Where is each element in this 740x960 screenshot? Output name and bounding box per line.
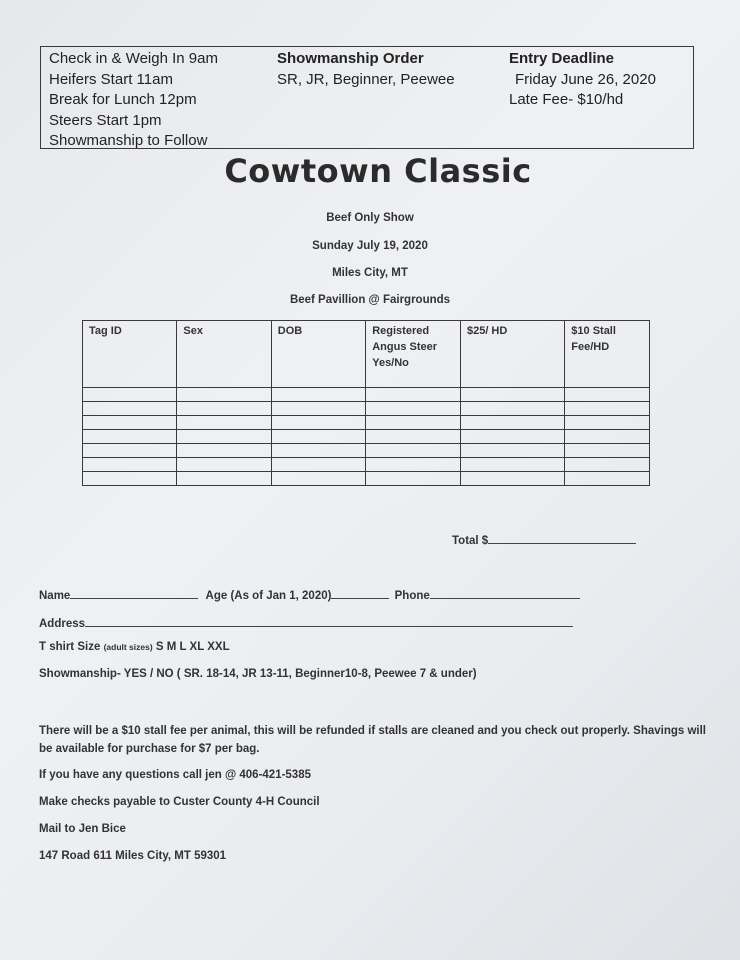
table-cell[interactable] [177, 416, 271, 430]
table-cell[interactable] [460, 416, 564, 430]
table-cell[interactable] [366, 402, 461, 416]
table-cell[interactable] [177, 472, 271, 486]
table-cell[interactable] [366, 430, 461, 444]
table-cell[interactable] [565, 444, 650, 458]
table-cell[interactable] [460, 444, 564, 458]
table-cell[interactable] [460, 402, 564, 416]
table-cell[interactable] [366, 472, 461, 486]
questions-note: If you have any questions call jen @ 406-421-5385 [39, 769, 311, 781]
header-line: Fee/HD [571, 341, 610, 353]
table-cell[interactable] [366, 444, 461, 458]
table-cell[interactable] [565, 402, 650, 416]
mail-to-note: Mail to Jen Bice [39, 823, 126, 835]
table-row [83, 430, 650, 444]
table-cell[interactable] [177, 458, 271, 472]
page-title: Cowtown Classic [224, 152, 532, 190]
table-cell[interactable] [460, 472, 564, 486]
entry-deadline [509, 49, 656, 111]
entry-table [82, 320, 650, 486]
show-type: Beef Only Show [326, 212, 414, 224]
late-fee: Late Fee- $10/hd [509, 91, 624, 108]
table-cell[interactable] [271, 444, 365, 458]
entry-deadline-date: Friday June 26, 2020 [515, 70, 656, 88]
table-cell[interactable] [565, 458, 650, 472]
total-label: Total $ [452, 535, 489, 547]
table-row [83, 444, 650, 458]
total-field [452, 531, 636, 547]
stall-fee-note: There will be a $10 stall fee per animal, this will be refunded if stalls are cleaned and you check out properly. Shavings will be available for purchase for $7 per bag. [39, 725, 706, 755]
schedule-times [49, 49, 218, 152]
header-line: Registered [372, 325, 430, 337]
table-cell[interactable] [271, 388, 365, 402]
header-line: Angus Steer [372, 341, 438, 353]
checks-note: Make checks payable to Custer County 4-H Council [39, 796, 320, 808]
name-label: Name [39, 590, 71, 602]
age-blank[interactable] [331, 586, 389, 599]
table-cell[interactable] [83, 388, 177, 402]
table-row [83, 472, 650, 486]
table-cell[interactable] [177, 430, 271, 444]
table-cell[interactable] [565, 388, 650, 402]
showmanship-order-list: SR, JR, Beginner, Peewee [277, 70, 455, 88]
table-row [83, 388, 650, 402]
schedule-item: Showmanship to Follow [49, 132, 208, 149]
header-line: Yes/No [372, 357, 409, 369]
schedule-item: Heifers Start 11am [49, 70, 173, 88]
showmanship-order [277, 49, 455, 90]
address-row [39, 614, 573, 630]
name-row [39, 586, 580, 602]
schedule-item: Steers Start 1pm [49, 111, 162, 129]
table-cell[interactable] [83, 416, 177, 430]
mailing-address: 147 Road 611 Miles City, MT 59301 [39, 850, 227, 862]
table-cell[interactable] [565, 416, 650, 430]
column-header: Sex [177, 321, 271, 388]
tshirt-row [39, 641, 230, 653]
tshirt-label: T shirt Size [39, 641, 101, 653]
column-header-stall [565, 321, 650, 388]
table-row [83, 458, 650, 472]
table-cell[interactable] [271, 472, 365, 486]
column-header: Tag ID [83, 321, 177, 388]
table-cell[interactable] [177, 444, 271, 458]
table-cell[interactable] [177, 402, 271, 416]
table-cell[interactable] [366, 388, 461, 402]
table-cell[interactable] [271, 402, 365, 416]
tshirt-note: (adult sizes) [103, 642, 153, 652]
table-cell[interactable] [83, 430, 177, 444]
table-cell[interactable] [366, 458, 461, 472]
table-cell[interactable] [366, 416, 461, 430]
schedule-item: Check in & Weigh In 9am [49, 50, 218, 67]
table-cell[interactable] [565, 430, 650, 444]
table-cell[interactable] [565, 472, 650, 486]
table-cell[interactable] [271, 430, 365, 444]
showmanship-row[interactable]: Showmanship- YES / NO ( SR. 18-14, JR 13-11, Beginner10-8, Peewee 7 & under) [39, 668, 477, 680]
show-date: Sunday July 19, 2020 [312, 240, 428, 252]
table-cell[interactable] [271, 416, 365, 430]
table-cell[interactable] [83, 472, 177, 486]
show-city: Miles City, MT [332, 267, 408, 279]
schedule-item: Break for Lunch 12pm [49, 91, 197, 108]
table-cell[interactable] [83, 444, 177, 458]
table-row [83, 416, 650, 430]
column-header-registered [366, 321, 461, 388]
table-cell[interactable] [460, 430, 564, 444]
phone-blank[interactable] [430, 586, 580, 599]
schedule-box [40, 46, 694, 149]
table-row [83, 402, 650, 416]
table-cell[interactable] [271, 458, 365, 472]
name-blank[interactable] [70, 586, 198, 599]
column-header: $25/ HD [460, 321, 564, 388]
entry-deadline-heading: Entry Deadline [509, 50, 615, 67]
showmanship-order-heading: Showmanship Order [277, 50, 424, 67]
age-label: Age (As of Jan 1, 2020) [205, 590, 332, 602]
column-header: DOB [271, 321, 365, 388]
table-cell[interactable] [460, 458, 564, 472]
address-blank[interactable] [85, 614, 573, 627]
table-cell[interactable] [83, 402, 177, 416]
address-label: Address [39, 618, 86, 630]
phone-label: Phone [394, 590, 430, 602]
table-header-row [83, 321, 650, 388]
header-line: $10 Stall [571, 325, 616, 337]
tshirt-sizes[interactable]: S M L XL XXL [155, 641, 230, 653]
table-cell[interactable] [83, 458, 177, 472]
total-blank[interactable] [488, 531, 636, 544]
table-cell[interactable] [177, 388, 271, 402]
table-cell[interactable] [460, 388, 564, 402]
show-venue: Beef Pavillion @ Fairgrounds [289, 294, 451, 306]
